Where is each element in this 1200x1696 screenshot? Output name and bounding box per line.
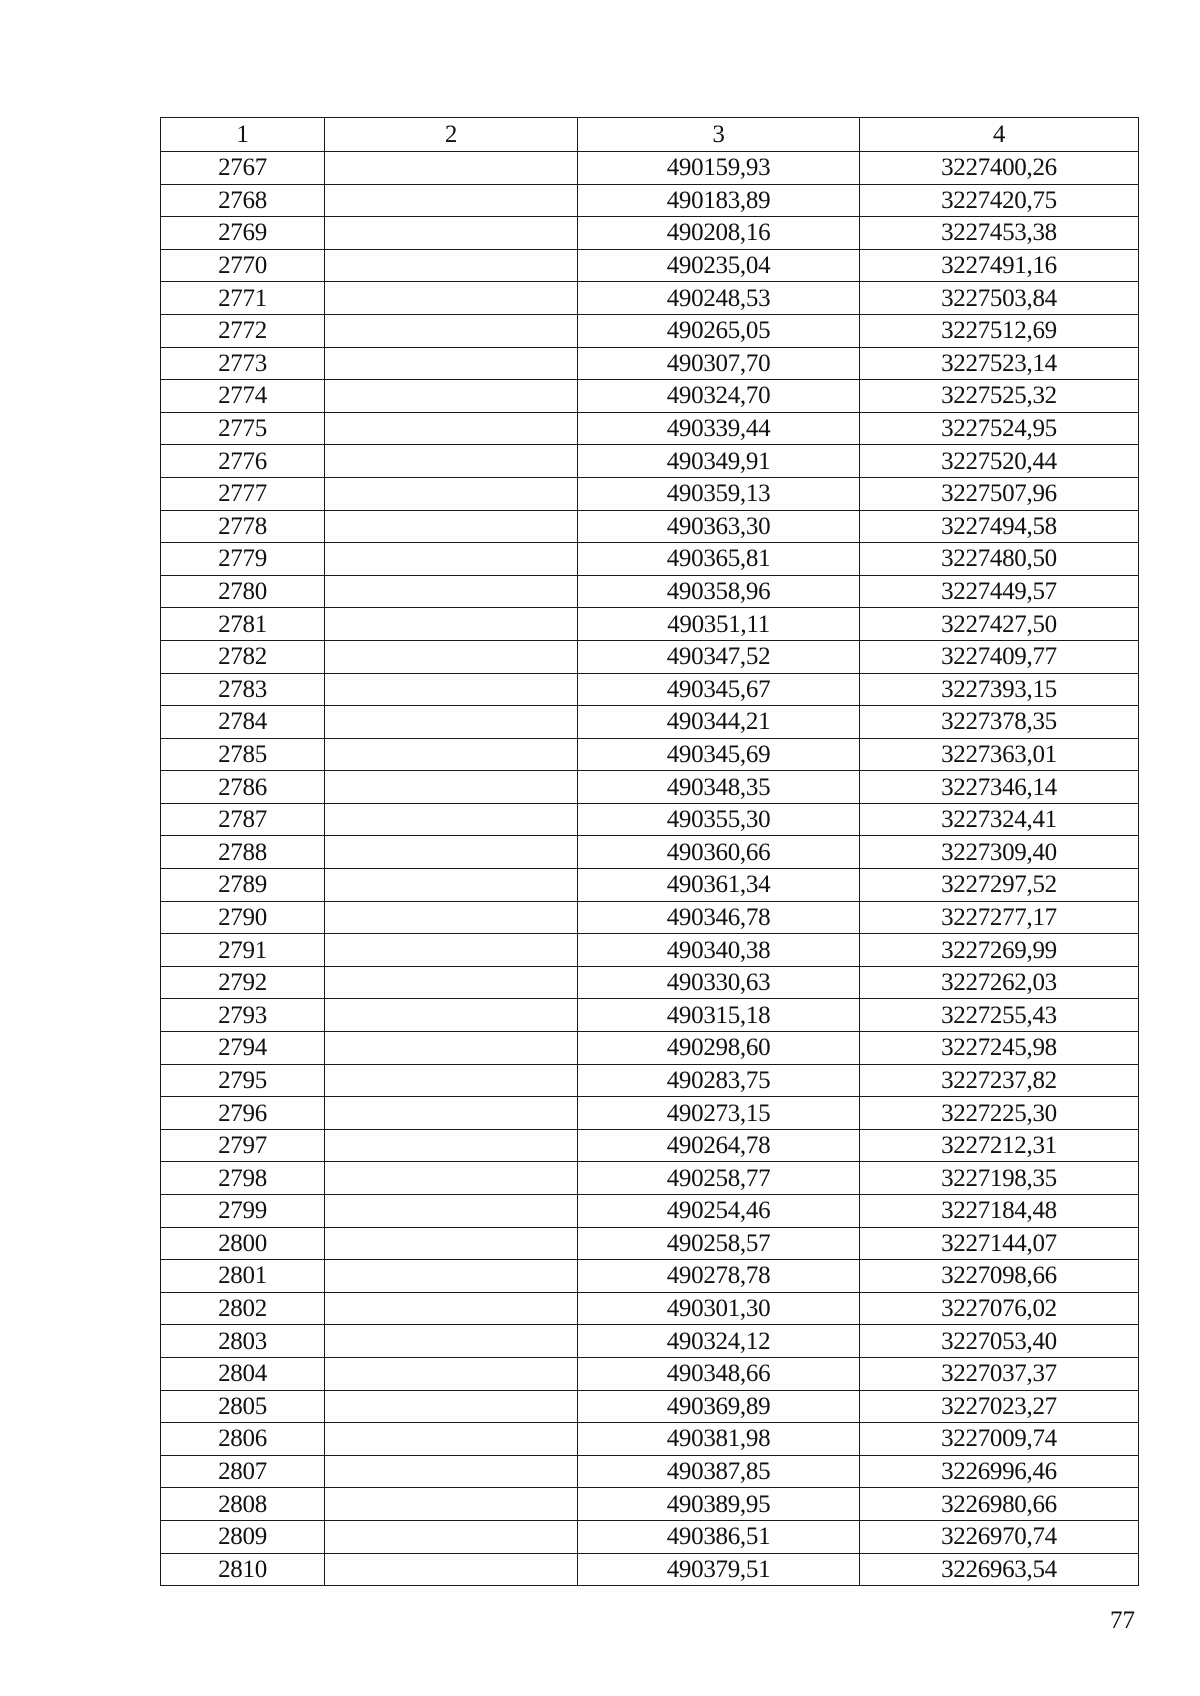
coordinate-y-cell: 3227277,17: [860, 901, 1139, 934]
coordinate-y-cell: 3227009,74: [860, 1423, 1139, 1456]
coordinate-y-cell: 3227023,27: [860, 1390, 1139, 1423]
coordinate-y-cell: 3227225,30: [860, 1097, 1139, 1130]
coordinate-x-cell: 490159,93: [578, 152, 860, 185]
table-row: [161, 836, 1139, 869]
coordinate-x-cell: 490351,11: [578, 608, 860, 641]
column-2-cell: [325, 1260, 578, 1293]
column-2-cell: [325, 282, 578, 315]
coordinate-y-cell: 3227524,95: [860, 412, 1139, 445]
table-row: [161, 1064, 1139, 1097]
table-row: [161, 738, 1139, 771]
column-2-cell: [325, 575, 578, 608]
point-number-cell: 2787: [161, 803, 325, 836]
column-2-cell: [325, 1292, 578, 1325]
table-row: [161, 249, 1139, 282]
column-2-cell: [325, 901, 578, 934]
column-2-cell: [325, 1357, 578, 1390]
point-number-cell: 2801: [161, 1260, 325, 1293]
coordinate-x-cell: 490273,15: [578, 1097, 860, 1130]
coordinate-y-cell: 3227480,50: [860, 543, 1139, 576]
point-number-cell: 2792: [161, 966, 325, 999]
point-number-cell: 2768: [161, 184, 325, 217]
coordinate-y-cell: 3227237,82: [860, 1064, 1139, 1097]
coordinate-y-cell: 3227245,98: [860, 1032, 1139, 1065]
coordinate-y-cell: 3227449,57: [860, 575, 1139, 608]
coordinate-x-cell: 490363,30: [578, 510, 860, 543]
column-2-cell: [325, 184, 578, 217]
coordinate-x-cell: 490324,70: [578, 380, 860, 413]
column-2-cell: [325, 380, 578, 413]
coordinate-y-cell: 3227255,43: [860, 999, 1139, 1032]
column-2-cell: [325, 217, 578, 250]
coordinate-y-cell: 3226963,54: [860, 1553, 1139, 1586]
column-2-cell: [325, 1162, 578, 1195]
coordinate-x-cell: 490283,75: [578, 1064, 860, 1097]
table-row: [161, 1129, 1139, 1162]
point-number-cell: 2793: [161, 999, 325, 1032]
table-row: [161, 510, 1139, 543]
coordinate-y-cell: 3227491,16: [860, 249, 1139, 282]
coordinate-y-cell: 3227184,48: [860, 1195, 1139, 1228]
table-row: [161, 1488, 1139, 1521]
coordinate-x-cell: 490379,51: [578, 1553, 860, 1586]
point-number-cell: 2775: [161, 412, 325, 445]
point-number-cell: 2800: [161, 1227, 325, 1260]
coordinate-x-cell: 490348,66: [578, 1357, 860, 1390]
point-number-cell: 2774: [161, 380, 325, 413]
table-row: [161, 380, 1139, 413]
table-row: [161, 934, 1139, 967]
coordinate-y-cell: 3226980,66: [860, 1488, 1139, 1521]
coordinate-x-cell: 490369,89: [578, 1390, 860, 1423]
coordinate-y-cell: 3227393,15: [860, 673, 1139, 706]
coordinate-x-cell: 490208,16: [578, 217, 860, 250]
column-2-cell: [325, 510, 578, 543]
coordinate-y-cell: 3227503,84: [860, 282, 1139, 315]
column-2-cell: [325, 1423, 578, 1456]
column-2-cell: [325, 1553, 578, 1586]
table-row: [161, 1520, 1139, 1553]
coordinate-x-cell: 490254,46: [578, 1195, 860, 1228]
coordinate-x-cell: 490348,35: [578, 771, 860, 804]
point-number-cell: 2782: [161, 640, 325, 673]
column-2-cell: [325, 999, 578, 1032]
table-header: [161, 118, 1139, 152]
coordinate-y-cell: 3227494,58: [860, 510, 1139, 543]
point-number-cell: 2789: [161, 869, 325, 902]
column-2-cell: [325, 412, 578, 445]
column-header-4: 4: [860, 118, 1139, 152]
coordinate-x-cell: 490248,53: [578, 282, 860, 315]
point-number-cell: 2796: [161, 1097, 325, 1130]
table-row: [161, 771, 1139, 804]
column-2-cell: [325, 608, 578, 641]
coordinate-y-cell: 3227409,77: [860, 640, 1139, 673]
column-2-cell: [325, 543, 578, 576]
table-row: [161, 706, 1139, 739]
table-row: [161, 1097, 1139, 1130]
coordinate-x-cell: 490301,30: [578, 1292, 860, 1325]
column-2-cell: [325, 1129, 578, 1162]
point-number-cell: 2809: [161, 1520, 325, 1553]
coordinate-x-cell: 490330,63: [578, 966, 860, 999]
column-2-cell: [325, 1064, 578, 1097]
coordinate-x-cell: 490349,91: [578, 445, 860, 478]
column-2-cell: [325, 1325, 578, 1358]
coordinate-y-cell: 3227212,31: [860, 1129, 1139, 1162]
coordinate-x-cell: 490347,52: [578, 640, 860, 673]
point-number-cell: 2784: [161, 706, 325, 739]
table-row: [161, 184, 1139, 217]
coordinate-x-cell: 490386,51: [578, 1520, 860, 1553]
point-number-cell: 2799: [161, 1195, 325, 1228]
point-number-cell: 2781: [161, 608, 325, 641]
coordinate-x-cell: 490345,67: [578, 673, 860, 706]
column-2-cell: [325, 869, 578, 902]
page-number: 77: [1110, 1607, 1135, 1634]
table-row: [161, 1195, 1139, 1228]
coordinate-x-cell: 490339,44: [578, 412, 860, 445]
point-number-cell: 2788: [161, 836, 325, 869]
table-row: [161, 445, 1139, 478]
point-number-cell: 2808: [161, 1488, 325, 1521]
column-2-cell: [325, 1032, 578, 1065]
table-row: [161, 1325, 1139, 1358]
column-2-cell: [325, 314, 578, 347]
coordinate-y-cell: 3227507,96: [860, 477, 1139, 510]
coordinate-y-cell: 3227269,99: [860, 934, 1139, 967]
coordinate-x-cell: 490315,18: [578, 999, 860, 1032]
table-row: [161, 347, 1139, 380]
point-number-cell: 2778: [161, 510, 325, 543]
point-number-cell: 2785: [161, 738, 325, 771]
table-row: [161, 869, 1139, 902]
coordinate-x-cell: 490258,57: [578, 1227, 860, 1260]
column-2-cell: [325, 934, 578, 967]
coordinate-x-cell: 490340,38: [578, 934, 860, 967]
column-2-cell: [325, 803, 578, 836]
table-row: [161, 640, 1139, 673]
point-number-cell: 2807: [161, 1455, 325, 1488]
coordinate-y-cell: 3227400,26: [860, 152, 1139, 185]
table-body: [161, 152, 1139, 1586]
point-number-cell: 2802: [161, 1292, 325, 1325]
point-number-cell: 2790: [161, 901, 325, 934]
column-header-1: 1: [161, 118, 325, 152]
column-2-cell: [325, 477, 578, 510]
coordinate-x-cell: 490358,96: [578, 575, 860, 608]
coordinate-y-cell: 3227297,52: [860, 869, 1139, 902]
header-row: [161, 118, 1139, 152]
column-2-cell: [325, 1227, 578, 1260]
table-row: [161, 1260, 1139, 1293]
coordinate-x-cell: 490355,30: [578, 803, 860, 836]
coordinate-x-cell: 490360,66: [578, 836, 860, 869]
table-row: [161, 999, 1139, 1032]
coordinate-y-cell: 3227098,66: [860, 1260, 1139, 1293]
point-number-cell: 2794: [161, 1032, 325, 1065]
column-2-cell: [325, 347, 578, 380]
coordinate-x-cell: 490389,95: [578, 1488, 860, 1521]
column-2-cell: [325, 836, 578, 869]
coordinate-y-cell: 3227520,44: [860, 445, 1139, 478]
table-row: [161, 314, 1139, 347]
point-number-cell: 2779: [161, 543, 325, 576]
coordinate-y-cell: 3227378,35: [860, 706, 1139, 739]
table-row: [161, 152, 1139, 185]
column-2-cell: [325, 1520, 578, 1553]
coordinate-y-cell: 3227309,40: [860, 836, 1139, 869]
coordinate-x-cell: 490381,98: [578, 1423, 860, 1456]
point-number-cell: 2791: [161, 934, 325, 967]
table-row: [161, 282, 1139, 315]
table-row: [161, 217, 1139, 250]
coordinate-x-cell: 490235,04: [578, 249, 860, 282]
table-row: [161, 1292, 1139, 1325]
coordinate-y-cell: 3227346,14: [860, 771, 1139, 804]
point-number-cell: 2771: [161, 282, 325, 315]
coordinate-y-cell: 3227037,37: [860, 1357, 1139, 1390]
column-2-cell: [325, 152, 578, 185]
coordinate-y-cell: 3227525,32: [860, 380, 1139, 413]
point-number-cell: 2772: [161, 314, 325, 347]
column-2-cell: [325, 445, 578, 478]
table-row: [161, 608, 1139, 641]
column-2-cell: [325, 640, 578, 673]
point-number-cell: 2767: [161, 152, 325, 185]
coordinate-x-cell: 490361,34: [578, 869, 860, 902]
point-number-cell: 2780: [161, 575, 325, 608]
coordinate-y-cell: 3226970,74: [860, 1520, 1139, 1553]
table-row: [161, 1032, 1139, 1065]
coordinate-y-cell: 3227262,03: [860, 966, 1139, 999]
coordinate-x-cell: 490359,13: [578, 477, 860, 510]
point-number-cell: 2810: [161, 1553, 325, 1586]
column-2-cell: [325, 771, 578, 804]
column-2-cell: [325, 966, 578, 999]
table-row: [161, 412, 1139, 445]
table-row: [161, 1162, 1139, 1195]
column-2-cell: [325, 249, 578, 282]
coordinate-x-cell: 490345,69: [578, 738, 860, 771]
column-2-cell: [325, 673, 578, 706]
point-number-cell: 2803: [161, 1325, 325, 1358]
point-number-cell: 2804: [161, 1357, 325, 1390]
table-row: [161, 803, 1139, 836]
table-row: [161, 1390, 1139, 1423]
table-row: [161, 1227, 1139, 1260]
coordinate-y-cell: 3226996,46: [860, 1455, 1139, 1488]
point-number-cell: 2797: [161, 1129, 325, 1162]
coordinates-table: [160, 117, 1139, 1586]
coordinate-y-cell: 3227144,07: [860, 1227, 1139, 1260]
coordinate-x-cell: 490365,81: [578, 543, 860, 576]
column-2-cell: [325, 1097, 578, 1130]
coordinate-x-cell: 490344,21: [578, 706, 860, 739]
point-number-cell: 2805: [161, 1390, 325, 1423]
coordinate-x-cell: 490264,78: [578, 1129, 860, 1162]
coordinate-x-cell: 490278,78: [578, 1260, 860, 1293]
point-number-cell: 2769: [161, 217, 325, 250]
coordinate-y-cell: 3227512,69: [860, 314, 1139, 347]
coordinate-y-cell: 3227420,75: [860, 184, 1139, 217]
column-header-3: 3: [578, 118, 860, 152]
table-row: [161, 1357, 1139, 1390]
coordinate-x-cell: 490258,77: [578, 1162, 860, 1195]
coordinate-x-cell: 490387,85: [578, 1455, 860, 1488]
coordinate-x-cell: 490183,89: [578, 184, 860, 217]
coordinate-x-cell: 490324,12: [578, 1325, 860, 1358]
coordinate-y-cell: 3227523,14: [860, 347, 1139, 380]
point-number-cell: 2798: [161, 1162, 325, 1195]
coordinate-x-cell: 490307,70: [578, 347, 860, 380]
table-row: [161, 673, 1139, 706]
table-row: [161, 901, 1139, 934]
coordinate-y-cell: 3227324,41: [860, 803, 1139, 836]
column-2-cell: [325, 738, 578, 771]
coordinate-x-cell: 490346,78: [578, 901, 860, 934]
point-number-cell: 2806: [161, 1423, 325, 1456]
column-2-cell: [325, 1390, 578, 1423]
column-2-cell: [325, 1488, 578, 1521]
column-2-cell: [325, 706, 578, 739]
point-number-cell: 2777: [161, 477, 325, 510]
point-number-cell: 2773: [161, 347, 325, 380]
coordinate-x-cell: 490298,60: [578, 1032, 860, 1065]
table-row: [161, 966, 1139, 999]
table-row: [161, 575, 1139, 608]
column-header-2: 2: [325, 118, 578, 152]
column-2-cell: [325, 1195, 578, 1228]
coordinate-y-cell: 3227427,50: [860, 608, 1139, 641]
column-2-cell: [325, 1455, 578, 1488]
coordinate-y-cell: 3227198,35: [860, 1162, 1139, 1195]
table-row: [161, 1455, 1139, 1488]
table-row: [161, 477, 1139, 510]
table-row: [161, 1423, 1139, 1456]
table-row: [161, 1553, 1139, 1586]
coordinate-y-cell: 3227363,01: [860, 738, 1139, 771]
table-row: [161, 543, 1139, 576]
point-number-cell: 2776: [161, 445, 325, 478]
coordinate-x-cell: 490265,05: [578, 314, 860, 347]
coordinate-y-cell: 3227076,02: [860, 1292, 1139, 1325]
point-number-cell: 2770: [161, 249, 325, 282]
point-number-cell: 2783: [161, 673, 325, 706]
point-number-cell: 2795: [161, 1064, 325, 1097]
coordinate-y-cell: 3227453,38: [860, 217, 1139, 250]
coordinate-y-cell: 3227053,40: [860, 1325, 1139, 1358]
point-number-cell: 2786: [161, 771, 325, 804]
